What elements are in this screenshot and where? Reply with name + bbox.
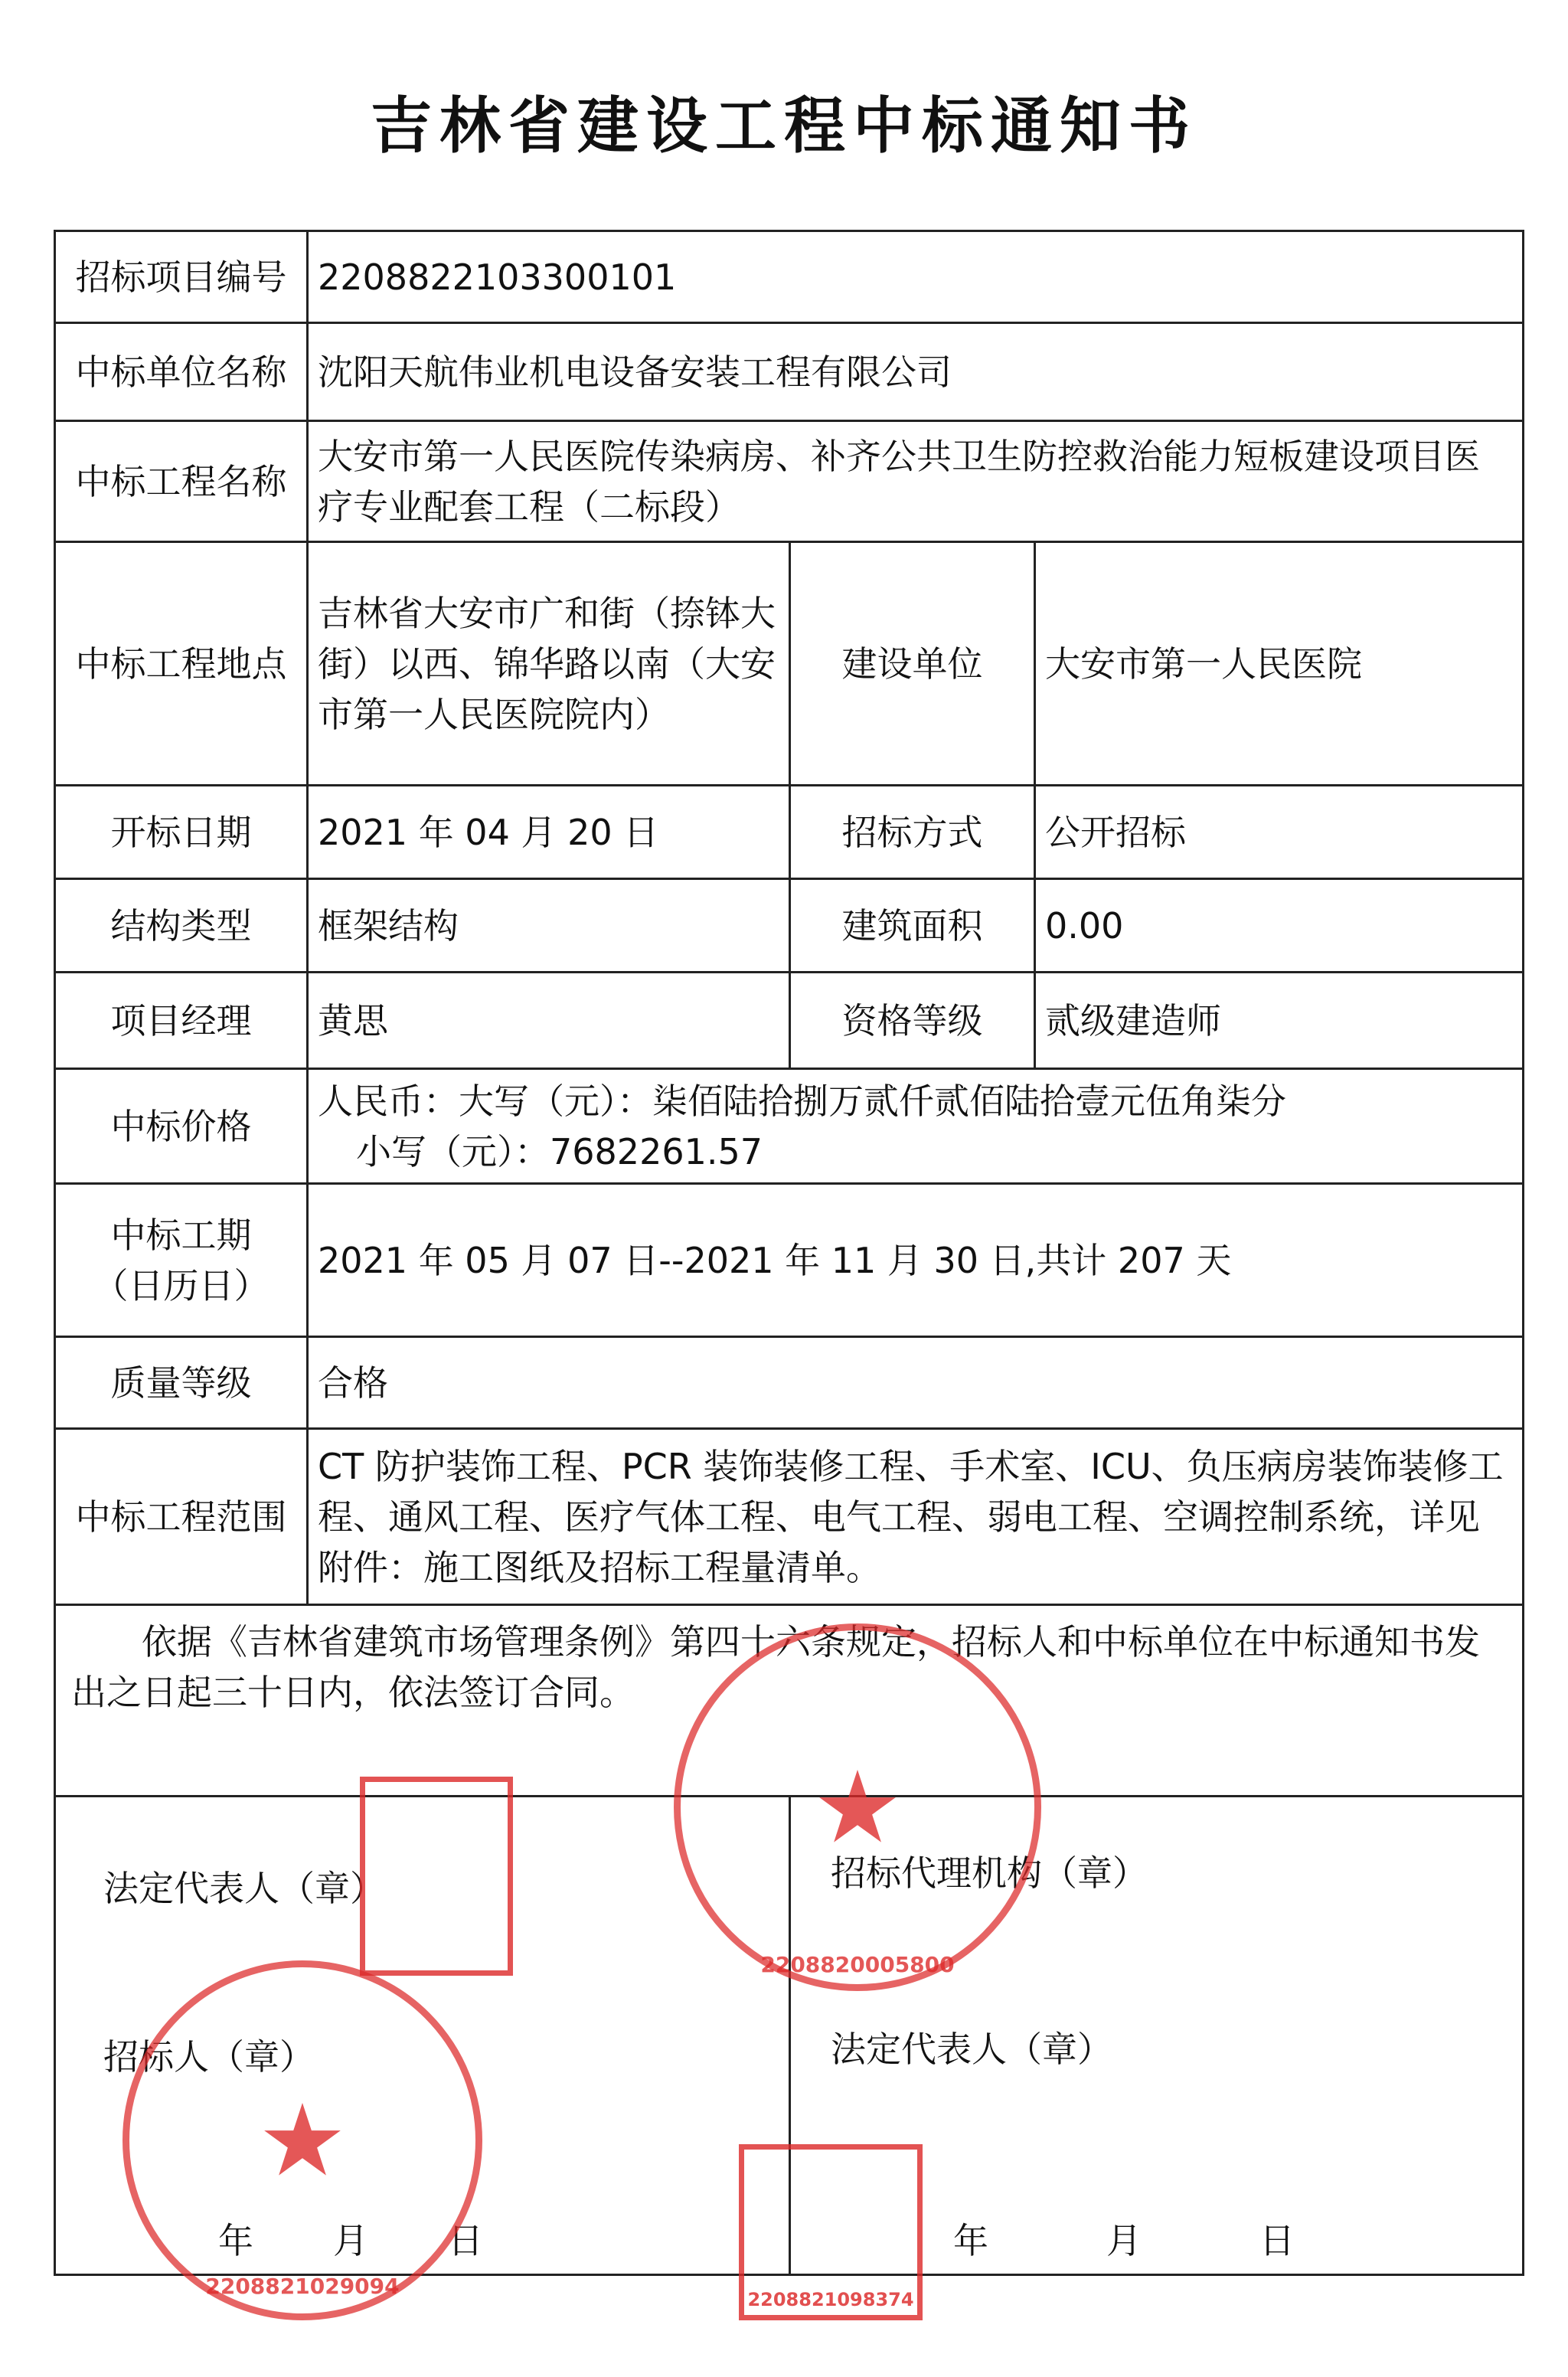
open-date-label: 开标日期 [55,786,308,879]
project-name-value: 大安市第一人民医院传染病房、补齐公共卫生防控救治能力短板建设项目医疗专业配套工程（二标段） [308,421,1524,542]
row-quality [55,1337,1524,1429]
builder-label: 建设单位 [790,542,1035,786]
left-year: 年 [218,2220,253,2261]
period-label-line2: （日历日） [93,1264,270,1306]
right-day: 日 [1259,2220,1295,2261]
row-winner [55,323,1524,421]
price-label: 中标价格 [55,1069,308,1184]
period-label-line1: 中标工期 [110,1214,252,1256]
row-manager [55,973,1524,1069]
structure-value: 框架结构 [308,879,790,973]
scope-value: CT 防护装饰工程、PCR 装饰装修工程、手术室、ICU、负压病房装饰装修工程、通风工程、医疗气体工程、电气工程、弱电工程、空调控制系统，详见附件：施工图纸及招标工程量清单。 [308,1429,1524,1605]
location-label: 中标工程地点 [55,542,308,786]
bid-method-value: 公开招标 [1035,786,1524,879]
builder-value: 大安市第一人民医院 [1035,542,1524,786]
winner-label: 中标单位名称 [55,323,308,421]
agency-rep-personal-stamp [739,2144,923,2320]
winner-value: 沈阳天航伟业机电设备安装工程有限公司 [308,323,1524,421]
row-location [55,542,1524,786]
left-month: 月 [333,2220,368,2261]
hospital-seal [122,1960,482,2320]
row-project-name [55,421,1524,542]
row-scope [55,1429,1524,1605]
row-project-no [55,231,1524,323]
area-label: 建筑面积 [790,879,1035,973]
agency-label: 招标代理机构（章） [831,1852,1148,1894]
legal-note: 依据《吉林省建筑市场管理条例》第四十六条规定，招标人和中标单位在中标通知书发出之日起三十日内，依法签订合同。 [55,1605,1524,1797]
project-no-label: 招标项目编号 [55,231,308,323]
row-structure [55,879,1524,973]
document-title: 吉林省建设工程中标通知书 [371,90,1197,162]
price-upper: 人民币：大写（元）：柒佰陆拾捌万贰仟贰佰陆拾壹元伍角柒分 [318,1080,1286,1122]
price-lower: 小写（元）：7682261.57 [356,1130,763,1172]
open-date-value: 2021 年 04 月 20 日 [308,786,790,879]
price-value [308,1069,1524,1184]
period-label [55,1184,308,1337]
qualification-label: 资格等级 [790,973,1035,1069]
qualification-value: 贰级建造师 [1035,973,1524,1069]
seal-star-icon: ★ [257,2082,348,2199]
row-period [55,1184,1524,1337]
legal-rep-personal-stamp [360,1777,513,1976]
quality-label: 质量等级 [55,1337,308,1429]
right-year: 年 [953,2220,988,2261]
hospital-seal-number: 2208821029094 [205,2274,400,2299]
location-value: 吉林省大安市广和街（捺钵大街）以西、锦华路以南（大安市第一人民医院院内） [308,542,790,786]
right-month: 月 [1106,2220,1142,2261]
right-legal-rep: 法定代表人（章） [831,2029,1112,2070]
structure-label: 结构类型 [55,879,308,973]
seal-star-icon: ★ [812,1749,903,1865]
period-value: 2021 年 05 月 07 日--2021 年 11 月 30 日,共计 207 天 [308,1184,1524,1337]
bid-method-label: 招标方式 [790,786,1035,879]
left-legal-rep: 法定代表人（章） [103,1868,385,1909]
manager-label: 项目经理 [55,973,308,1069]
scope-label: 中标工程范围 [55,1429,308,1605]
quality-value: 合格 [308,1337,1524,1429]
personal-stamp-number: 2208821098374 [747,2289,914,2310]
project-no-value: 2208822103300101 [308,231,1524,323]
agency-seal-number: 2208820005800 [760,1952,955,1977]
agency-seal [674,1623,1041,1991]
area-value: 0.00 [1035,879,1524,973]
project-name-label: 中标工程名称 [55,421,308,542]
row-open-date [55,786,1524,879]
manager-value: 黄思 [308,973,790,1069]
row-price [55,1069,1524,1184]
tenderer-label: 招标人（章） [103,2036,315,2078]
left-day: 日 [448,2220,483,2261]
